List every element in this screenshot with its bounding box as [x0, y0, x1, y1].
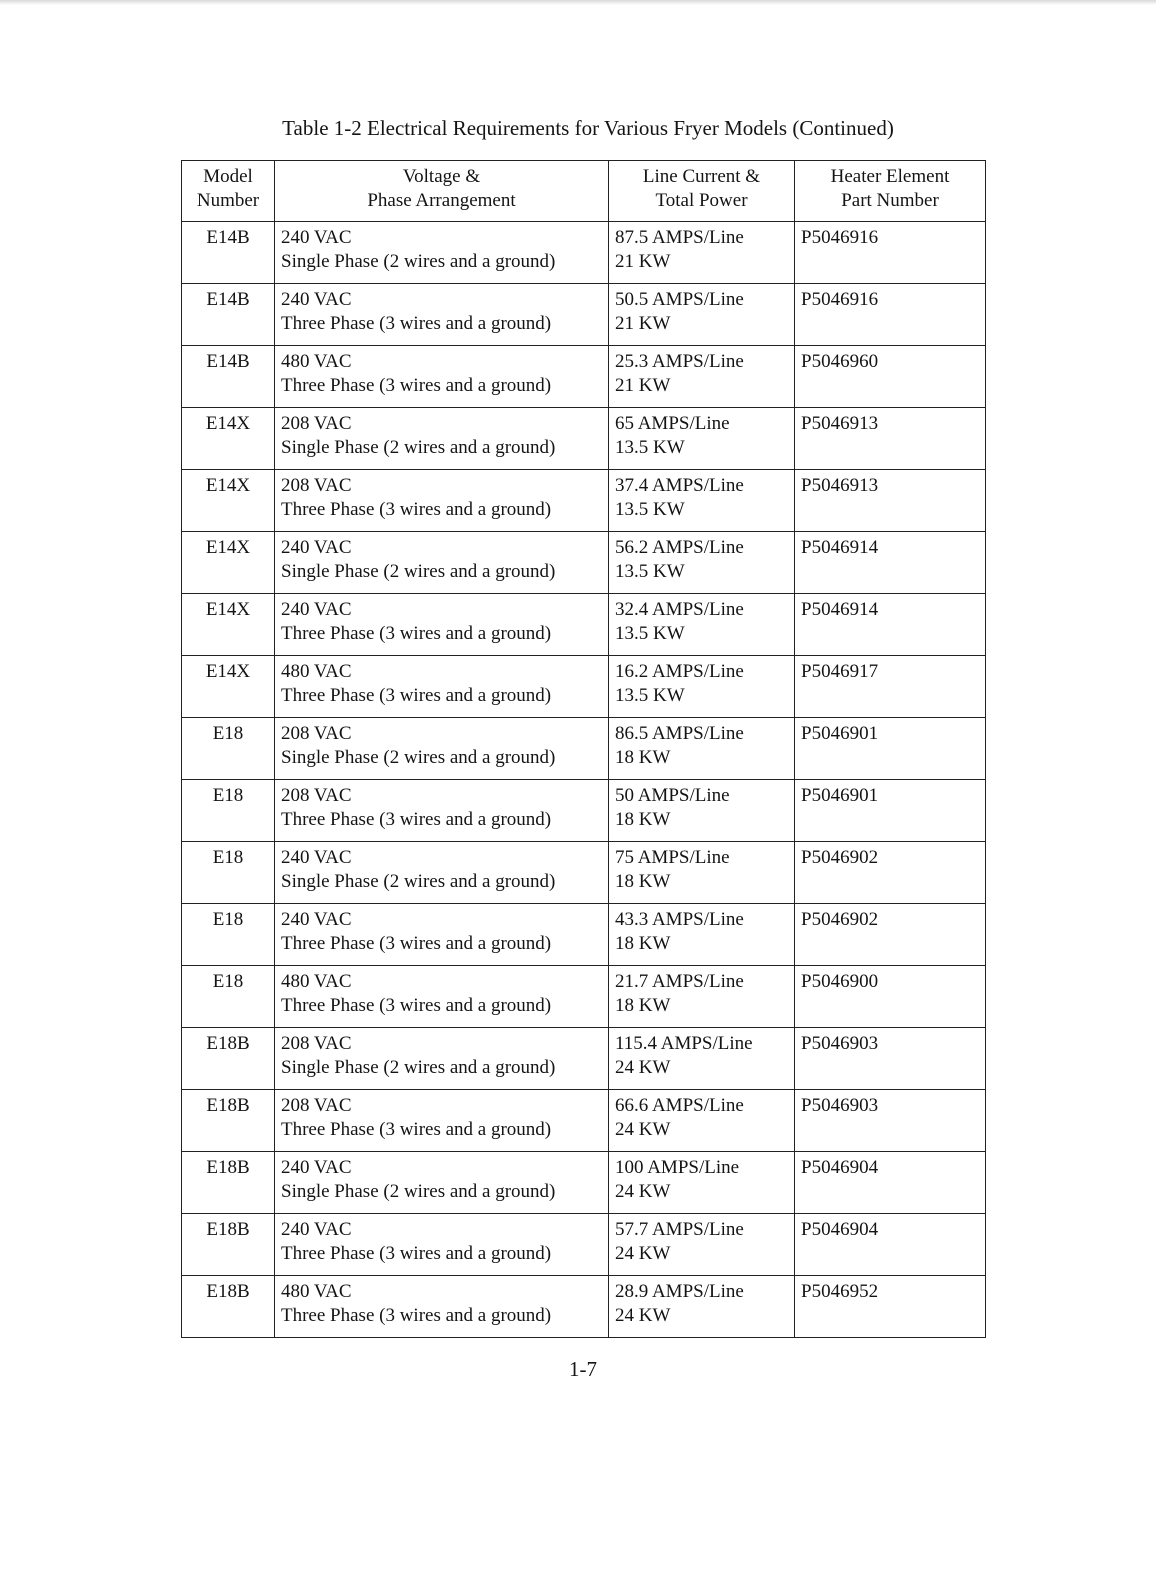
model-cell: E14B: [182, 284, 275, 346]
model-cell: E18: [182, 966, 275, 1028]
table-row: [182, 904, 986, 966]
table-row: [182, 222, 986, 284]
table-row: [182, 966, 986, 1028]
table-row: [182, 656, 986, 718]
voltage-cell: 208 VAC Single Phase (2 wires and a ground): [275, 718, 609, 780]
model-cell: E14X: [182, 656, 275, 718]
header-heater: Heater Element Part Number: [795, 161, 986, 222]
part-number-cell: P5046917: [795, 656, 986, 718]
table-row: [182, 408, 986, 470]
voltage-cell: 208 VAC Three Phase (3 wires and a ground): [275, 780, 609, 842]
table-row: [182, 470, 986, 532]
current-cell: 25.3 AMPS/Line 21 KW: [609, 346, 795, 408]
model-cell: E18: [182, 842, 275, 904]
model-cell: E14X: [182, 594, 275, 656]
table-row: [182, 1276, 986, 1338]
table-row: [182, 532, 986, 594]
voltage-cell: 240 VAC Three Phase (3 wires and a ground): [275, 284, 609, 346]
model-cell: E18B: [182, 1214, 275, 1276]
model-cell: E18: [182, 904, 275, 966]
part-number-cell: P5046916: [795, 222, 986, 284]
model-cell: E14B: [182, 222, 275, 284]
part-number-cell: P5046916: [795, 284, 986, 346]
part-number-cell: P5046902: [795, 904, 986, 966]
current-cell: 75 AMPS/Line 18 KW: [609, 842, 795, 904]
model-cell: E14B: [182, 346, 275, 408]
voltage-cell: 240 VAC Three Phase (3 wires and a ground): [275, 594, 609, 656]
part-number-cell: P5046913: [795, 408, 986, 470]
voltage-cell: 208 VAC Three Phase (3 wires and a ground): [275, 1090, 609, 1152]
current-cell: 16.2 AMPS/Line 13.5 KW: [609, 656, 795, 718]
current-cell: 21.7 AMPS/Line 18 KW: [609, 966, 795, 1028]
model-cell: E14X: [182, 470, 275, 532]
part-number-cell: P5046914: [795, 532, 986, 594]
table-row: [182, 346, 986, 408]
table-row: [182, 1152, 986, 1214]
voltage-cell: 480 VAC Three Phase (3 wires and a ground): [275, 1276, 609, 1338]
part-number-cell: P5046903: [795, 1028, 986, 1090]
part-number-cell: P5046903: [795, 1090, 986, 1152]
header-model: Model Number: [182, 161, 275, 222]
current-cell: 37.4 AMPS/Line 13.5 KW: [609, 470, 795, 532]
voltage-cell: 480 VAC Three Phase (3 wires and a ground): [275, 346, 609, 408]
part-number-cell: P5046914: [795, 594, 986, 656]
part-number-cell: P5046960: [795, 346, 986, 408]
part-number-cell: P5046901: [795, 780, 986, 842]
page-number: 1-7: [569, 1357, 597, 1381]
part-number-cell: P5046904: [795, 1152, 986, 1214]
model-cell: E18B: [182, 1028, 275, 1090]
voltage-cell: 208 VAC Single Phase (2 wires and a ground): [275, 1028, 609, 1090]
header-voltage: Voltage & Phase Arrangement: [275, 161, 609, 222]
model-cell: E18B: [182, 1152, 275, 1214]
table-row: [182, 1028, 986, 1090]
part-number-cell: P5046902: [795, 842, 986, 904]
voltage-cell: 480 VAC Three Phase (3 wires and a ground): [275, 966, 609, 1028]
current-cell: 43.3 AMPS/Line 18 KW: [609, 904, 795, 966]
current-cell: 50 AMPS/Line 18 KW: [609, 780, 795, 842]
model-cell: E18: [182, 718, 275, 780]
model-cell: E14X: [182, 532, 275, 594]
part-number-cell: P5046904: [795, 1214, 986, 1276]
table-row: [182, 594, 986, 656]
table-row: [182, 1090, 986, 1152]
current-cell: 32.4 AMPS/Line 13.5 KW: [609, 594, 795, 656]
header-current: Line Current & Total Power: [609, 161, 795, 222]
voltage-cell: 240 VAC Single Phase (2 wires and a ground): [275, 532, 609, 594]
voltage-cell: 208 VAC Single Phase (2 wires and a ground): [275, 408, 609, 470]
table-row: [182, 284, 986, 346]
current-cell: 86.5 AMPS/Line 18 KW: [609, 718, 795, 780]
current-cell: 56.2 AMPS/Line 13.5 KW: [609, 532, 795, 594]
current-cell: 66.6 AMPS/Line 24 KW: [609, 1090, 795, 1152]
scan-edge: [0, 0, 1156, 5]
voltage-cell: 240 VAC Single Phase (2 wires and a ground): [275, 1152, 609, 1214]
current-cell: 87.5 AMPS/Line 21 KW: [609, 222, 795, 284]
part-number-cell: P5046900: [795, 966, 986, 1028]
model-cell: E18B: [182, 1090, 275, 1152]
voltage-cell: 208 VAC Three Phase (3 wires and a ground): [275, 470, 609, 532]
voltage-cell: 240 VAC Single Phase (2 wires and a ground): [275, 842, 609, 904]
current-cell: 57.7 AMPS/Line 24 KW: [609, 1214, 795, 1276]
electrical-requirements-table: [181, 160, 986, 1338]
part-number-cell: P5046952: [795, 1276, 986, 1338]
current-cell: 28.9 AMPS/Line 24 KW: [609, 1276, 795, 1338]
model-cell: E18: [182, 780, 275, 842]
current-cell: 50.5 AMPS/Line 21 KW: [609, 284, 795, 346]
table-row: [182, 1214, 986, 1276]
part-number-cell: P5046913: [795, 470, 986, 532]
table-row: [182, 842, 986, 904]
voltage-cell: 240 VAC Single Phase (2 wires and a ground): [275, 222, 609, 284]
voltage-cell: 480 VAC Three Phase (3 wires and a ground): [275, 656, 609, 718]
model-cell: E18B: [182, 1276, 275, 1338]
voltage-cell: 240 VAC Three Phase (3 wires and a ground): [275, 904, 609, 966]
model-cell: E14X: [182, 408, 275, 470]
table-row: [182, 780, 986, 842]
current-cell: 115.4 AMPS/Line 24 KW: [609, 1028, 795, 1090]
part-number-cell: P5046901: [795, 718, 986, 780]
voltage-cell: 240 VAC Three Phase (3 wires and a ground): [275, 1214, 609, 1276]
current-cell: 65 AMPS/Line 13.5 KW: [609, 408, 795, 470]
table-row: [182, 718, 986, 780]
header-row: [182, 161, 986, 222]
table-caption: Table 1-2 Electrical Requirements for Various Fryer Models (Continued): [282, 116, 894, 140]
current-cell: 100 AMPS/Line 24 KW: [609, 1152, 795, 1214]
